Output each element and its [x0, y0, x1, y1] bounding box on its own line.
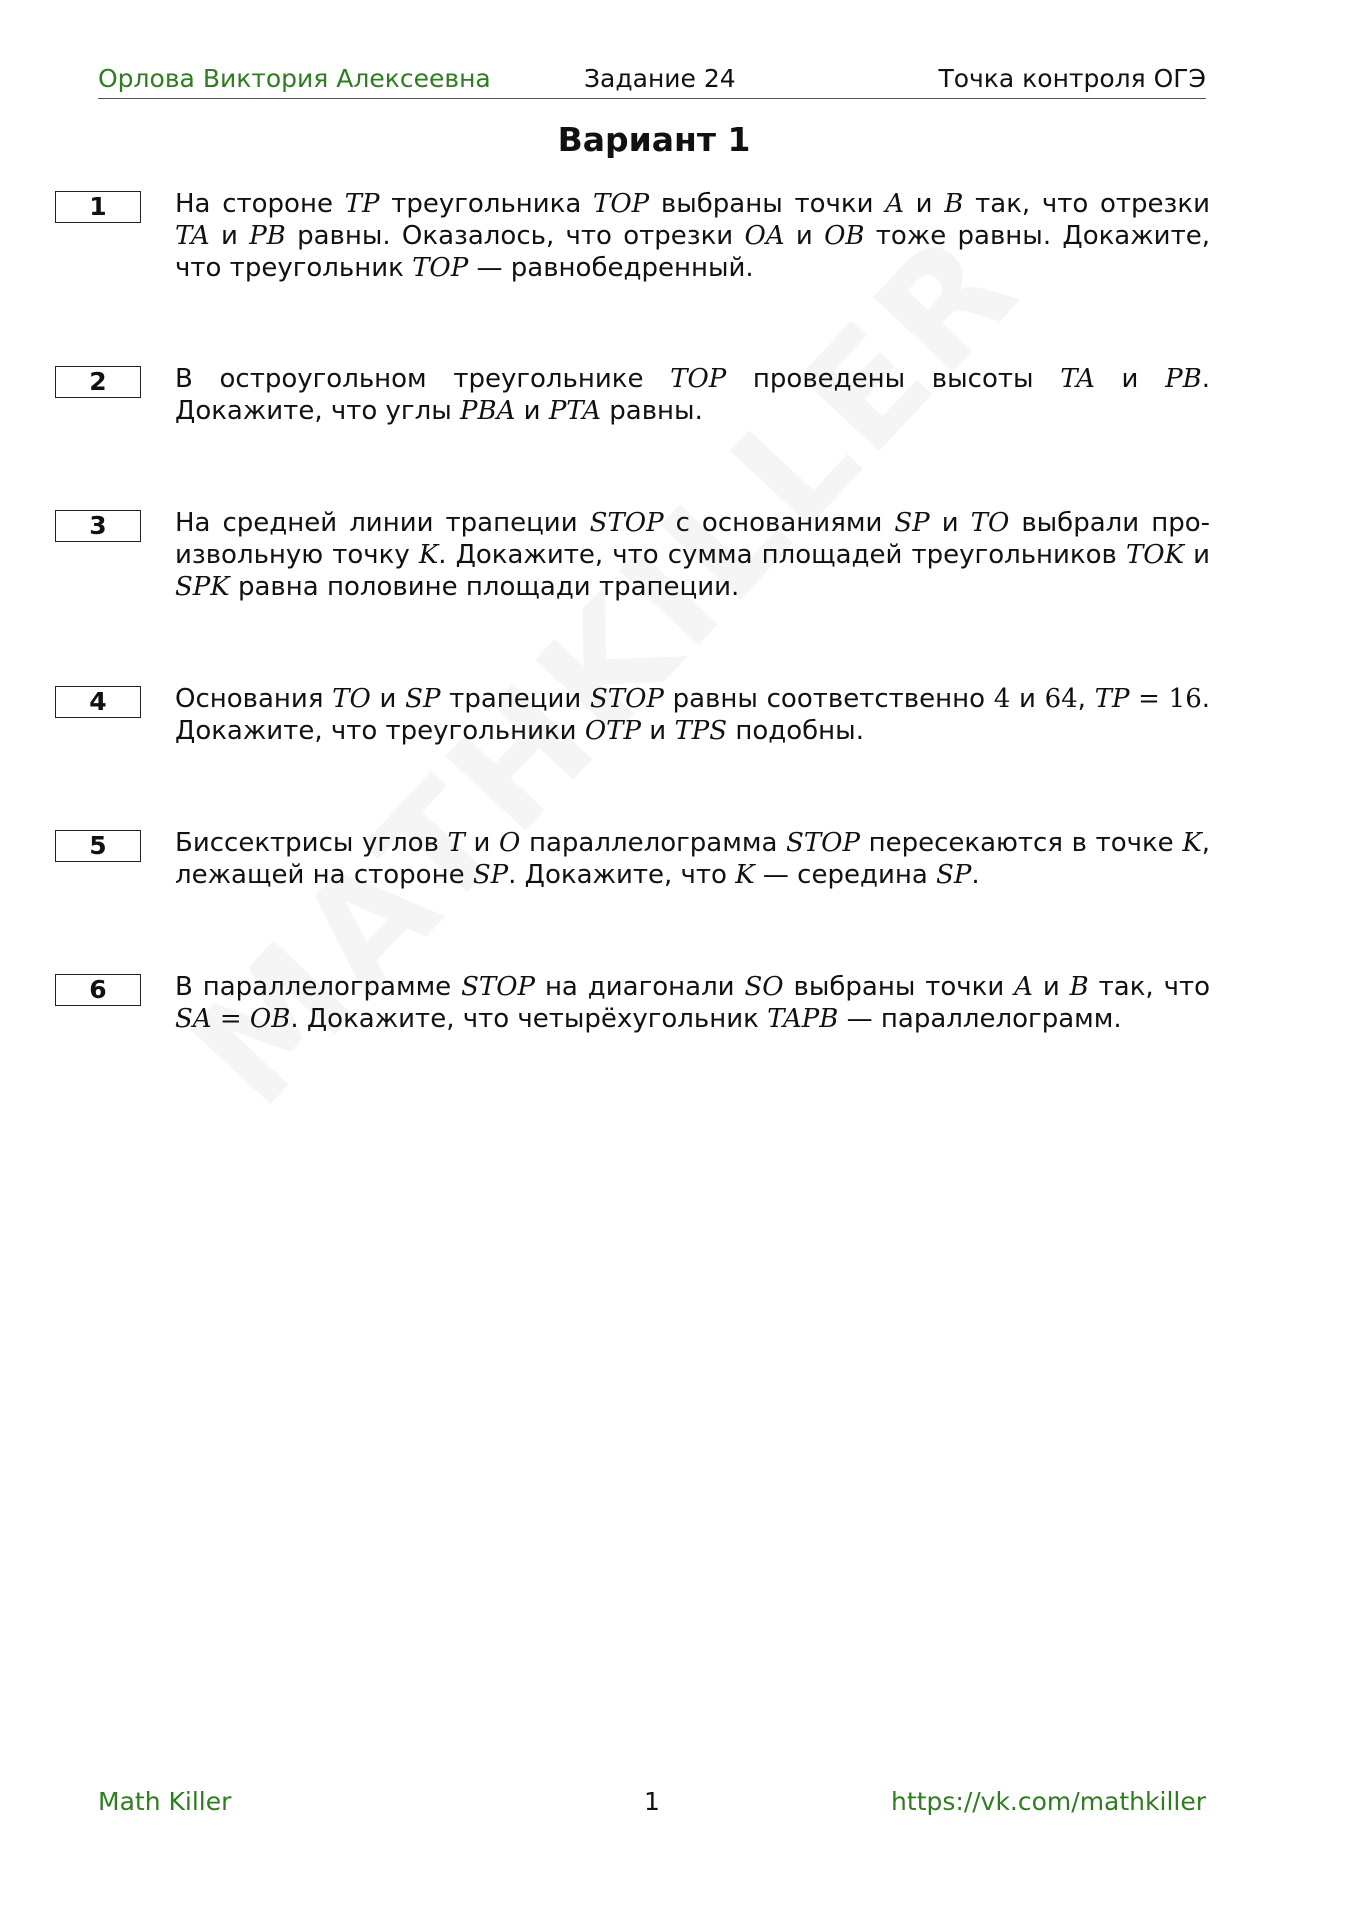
text-fragment: и — [641, 716, 675, 746]
page-footer — [98, 1787, 1206, 1819]
math-variable: STOP — [461, 972, 536, 1002]
math-variable: SP — [405, 684, 441, 714]
vk-link[interactable]: https://vk.com/mathkiller — [891, 1787, 1206, 1816]
text-fragment: . — [971, 860, 980, 890]
problem-number: 3 — [55, 510, 141, 542]
math-variable: STOP — [589, 684, 664, 714]
math-variable: TPS — [674, 716, 728, 746]
text-fragment: и — [1010, 684, 1045, 714]
brand-name: Math Killer — [98, 1787, 232, 1816]
math-variable: TO — [970, 508, 1010, 538]
author-name: Орлова Виктория Алексеевна — [98, 64, 491, 93]
text-fragment: . Докажите, что треугольники — [175, 684, 1211, 746]
text-fragment: На средней линии трапеции — [175, 508, 590, 538]
text-fragment: и — [515, 396, 549, 426]
math-variable: SP — [936, 860, 972, 890]
text-fragment: . Докажите, что — [508, 860, 736, 890]
math-variable: OTP — [584, 716, 641, 746]
text-fragment: равны. — [601, 396, 703, 426]
text-fragment: . Докажите, что четырёхугольник — [290, 1004, 768, 1034]
math-variable: TOP — [412, 253, 469, 283]
math-variable: SA — [175, 1004, 212, 1034]
problem-text — [175, 363, 1210, 427]
text-fragment: выбраны точки — [649, 189, 886, 219]
math-variable: PBA — [459, 396, 516, 426]
math-variable: TA — [175, 221, 210, 251]
problem-number: 6 — [55, 974, 141, 1006]
text-fragment: равны соответственно — [663, 684, 994, 714]
text-fragment: , — [1077, 684, 1095, 714]
text-fragment: Биссектрисы углов — [175, 828, 448, 858]
text-fragment: и — [370, 684, 406, 714]
text-fragment: с основаниями — [663, 508, 895, 538]
problem-text — [175, 971, 1210, 1035]
math-variable: K — [735, 860, 755, 890]
math-variable: A — [885, 189, 904, 219]
math-variable: TOK — [1125, 540, 1185, 570]
math-variable: TOP — [593, 189, 650, 219]
page-title: Вариант 1 — [557, 120, 751, 159]
math-variable: TP — [1094, 684, 1130, 714]
text-fragment: На стороне — [175, 189, 345, 219]
math-variable: T — [447, 828, 465, 858]
math-variable: OB — [824, 221, 865, 251]
math-variable: OB — [249, 1004, 291, 1034]
math-variable: TA — [1060, 364, 1095, 394]
text-fragment: , лежащей на стороне — [175, 828, 1211, 890]
text-fragment: В остроугольном треугольнике — [175, 364, 671, 394]
math-variable: STOP — [589, 508, 664, 538]
math-variable: TP — [344, 189, 380, 219]
text-fragment: на диагонали — [535, 972, 745, 1002]
math-variable: B — [1069, 972, 1089, 1002]
text-fragment: подобны. — [727, 716, 864, 746]
text-fragment: — параллелограмм. — [838, 1004, 1122, 1034]
math-variable: SP — [894, 508, 930, 538]
text-fragment: параллелограмма — [520, 828, 787, 858]
problem-text — [175, 507, 1210, 603]
problem-number: 5 — [55, 830, 141, 862]
math-variable: TO — [332, 684, 371, 714]
text-fragment: так, что — [1088, 972, 1210, 1002]
math-number: 4 — [993, 684, 1011, 714]
math-number: = — [211, 1004, 250, 1034]
text-fragment: и — [464, 828, 500, 858]
problem-number: 2 — [55, 366, 141, 398]
math-variable: K — [1182, 828, 1202, 858]
math-variable: O — [499, 828, 521, 858]
math-number: = 16 — [1129, 684, 1202, 714]
text-fragment: и — [903, 189, 945, 219]
problem-text — [175, 188, 1210, 284]
text-fragment: . Докажите, что сумма площадей треугольников — [438, 540, 1126, 570]
text-fragment: выбрали произвольную точку — [175, 508, 1210, 570]
text-fragment: и — [784, 221, 825, 251]
problem-number: 4 — [55, 686, 141, 718]
text-fragment: тоже равны. Докажите, что треугольник — [175, 221, 1210, 283]
math-variable: SO — [744, 972, 784, 1002]
math-variable: B — [944, 189, 964, 219]
text-fragment: треугольника — [379, 189, 594, 219]
math-variable: A — [1014, 972, 1033, 1002]
text-fragment: В параллелограмме — [175, 972, 462, 1002]
math-variable: SPK — [175, 572, 230, 602]
text-fragment: и — [1184, 540, 1210, 570]
text-fragment: . Докажите, что углы — [175, 364, 1210, 426]
math-variable: K — [418, 540, 439, 570]
problem-text — [175, 683, 1210, 747]
text-fragment: пересекаются в точке — [859, 828, 1183, 858]
text-fragment: выбраны точки — [783, 972, 1015, 1002]
text-fragment: трапеции — [440, 684, 590, 714]
text-fragment: и — [929, 508, 971, 538]
math-variable: PB — [249, 221, 286, 251]
text-fragment: равны. Оказалось, что отрезки — [285, 221, 745, 251]
text-fragment: и — [209, 221, 250, 251]
page-header — [98, 62, 1206, 99]
math-variable: PTA — [548, 396, 602, 426]
text-fragment: равна половине площади трапеции. — [229, 572, 740, 602]
text-fragment: и — [1032, 972, 1070, 1002]
text-fragment: Основания — [175, 684, 333, 714]
page-number: 1 — [644, 1787, 660, 1816]
task-label: Задание 24 — [584, 64, 736, 93]
math-variable: TAPB — [767, 1004, 839, 1034]
text-fragment: — середина — [754, 860, 937, 890]
text-fragment: так, что отрезки — [963, 189, 1210, 219]
topic-label: Точка контроля ОГЭ — [938, 64, 1206, 93]
math-variable: OA — [744, 221, 785, 251]
math-variable: SP — [472, 860, 509, 890]
math-variable: TOP — [670, 364, 727, 394]
text-fragment: проведены высоты — [726, 364, 1061, 394]
problem-text — [175, 827, 1210, 891]
text-fragment: — равнобедренный. — [468, 253, 754, 283]
math-number: 64 — [1044, 684, 1078, 714]
math-variable: PB — [1165, 364, 1202, 394]
text-fragment: и — [1094, 364, 1166, 394]
problem-number: 1 — [55, 191, 141, 223]
math-variable: STOP — [786, 828, 860, 858]
